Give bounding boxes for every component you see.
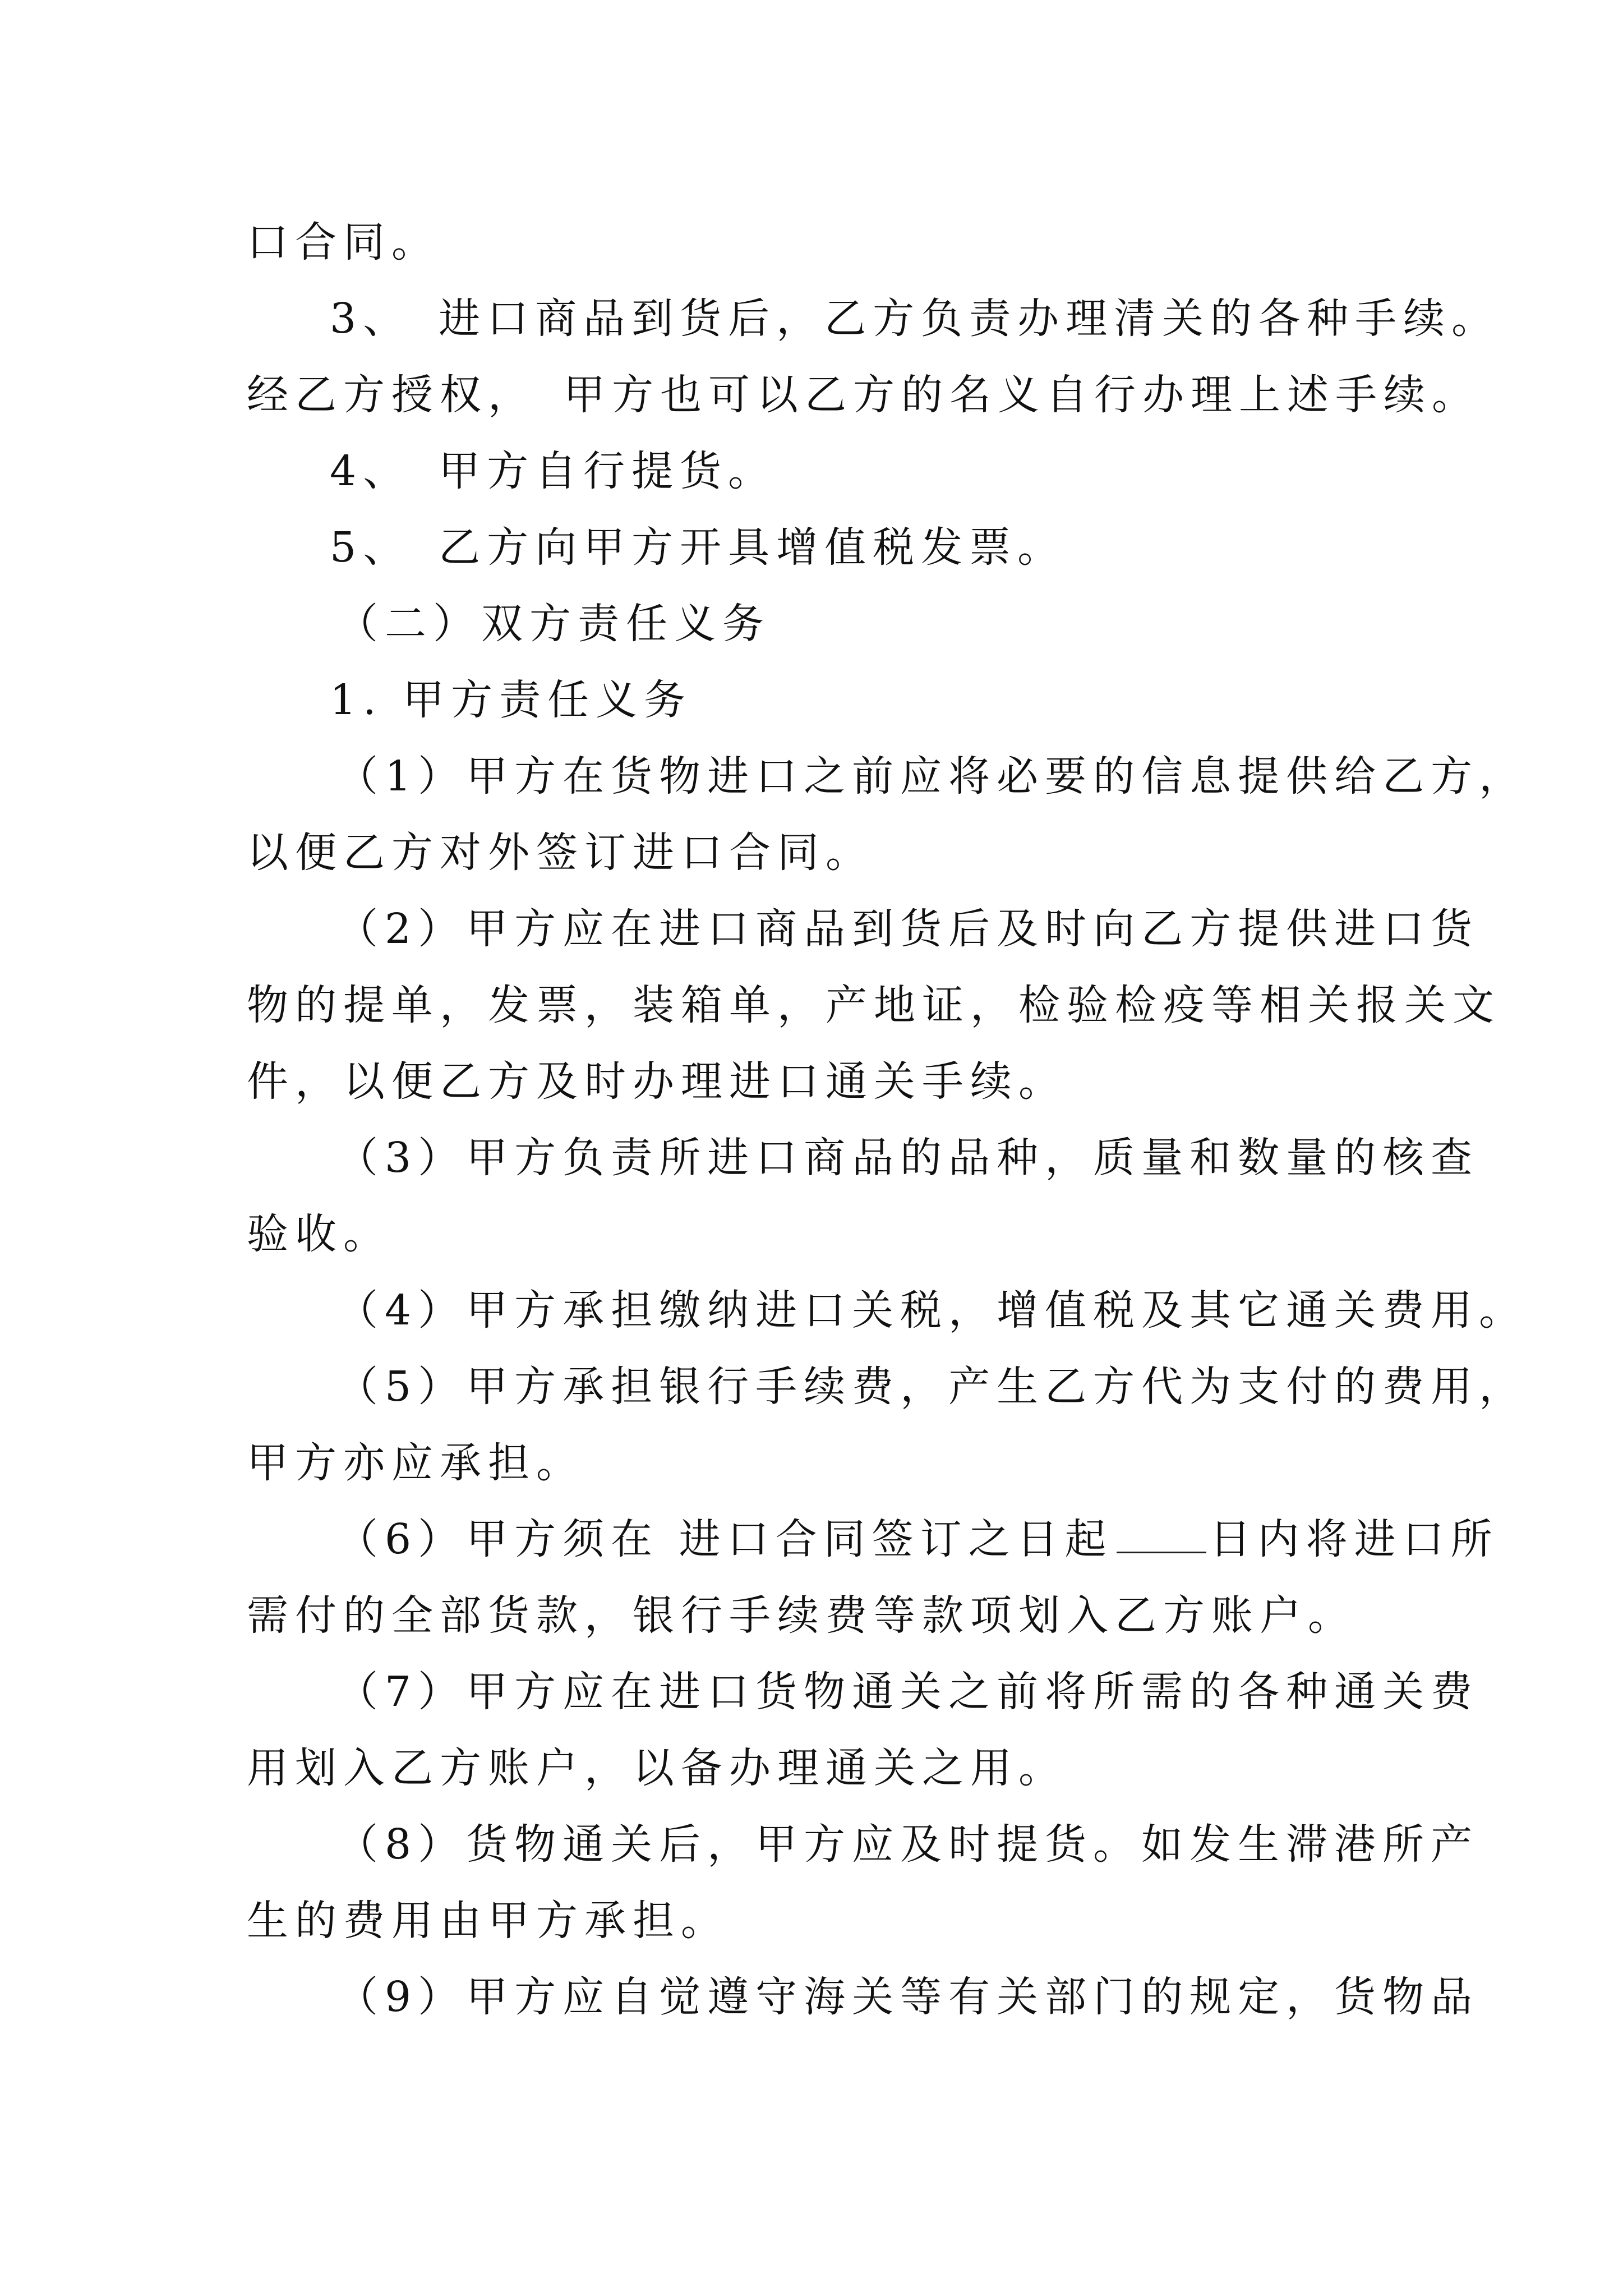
text-line: （4）甲方承担缴纳进口关税，增值税及其它通关费用。 <box>336 1286 1528 1335</box>
text-line: 用划入乙方账户，以备办理通关之用。 <box>247 1744 1067 1792</box>
text-line: 生的费用由甲方承担。 <box>247 1897 729 1945</box>
fill-in-blank[interactable] <box>1117 1520 1206 1553</box>
text-line: 经乙方授权， 甲方也可以乙方的名义自行办理上述手续。 <box>247 371 1480 419</box>
text-line: （3）甲方负责所进口商品的品种，质量和数量的核查 <box>336 1134 1479 1182</box>
text-line: 验收。 <box>247 1210 391 1258</box>
line-segment: 日内将进口所 <box>1209 1515 1499 1563</box>
text-line: （8）货物通关后，甲方应及时提货。如发生滞港所产 <box>336 1820 1479 1869</box>
text-line: 以便乙方对外签订进口合同。 <box>247 829 874 877</box>
subsection-heading: 1. 甲方责任义务 <box>330 676 693 724</box>
text-line: 物的提单，发票，装箱单，产地证，检验检疫等相关报关文 <box>247 981 1501 1029</box>
text-line: （5）甲方承担银行手续费，产生乙方代为支付的费用， <box>336 1363 1528 1411</box>
text-line: 甲方亦应承担。 <box>247 1439 584 1487</box>
text-line: 需付的全部货款，银行手续费等款项划入乙方账户。 <box>247 1591 1356 1640</box>
text-line: 5、 乙方向甲方开具增值税发票。 <box>330 523 1066 572</box>
document-body <box>247 204 1528 2035</box>
text-line-with-blank <box>247 1501 1499 1577</box>
text-line: 4、 甲方自行提货。 <box>330 447 777 495</box>
section-heading: （二）双方责任义务 <box>336 600 771 648</box>
text-line: 件，以便乙方及时办理进口通关手续。 <box>247 1057 1067 1106</box>
text-line: （7）甲方应在进口货物通关之前将所需的各种通关费 <box>336 1668 1479 1716</box>
text-line: （9）甲方应自觉遵守海关等有关部门的规定，货物品 <box>336 1973 1479 2021</box>
text-line: 3、 进口商品到货后，乙方负责办理清关的各种手续。 <box>330 295 1500 343</box>
text-line: 口合同。 <box>247 218 440 266</box>
text-line: （2）甲方应在进口商品到货后及时向乙方提供进口货 <box>336 905 1479 953</box>
line-segment: （6）甲方须在 进口合同签订之日起 <box>336 1515 1113 1563</box>
text-line: （1）甲方在货物进口之前应将必要的信息提供给乙方， <box>336 752 1528 800</box>
